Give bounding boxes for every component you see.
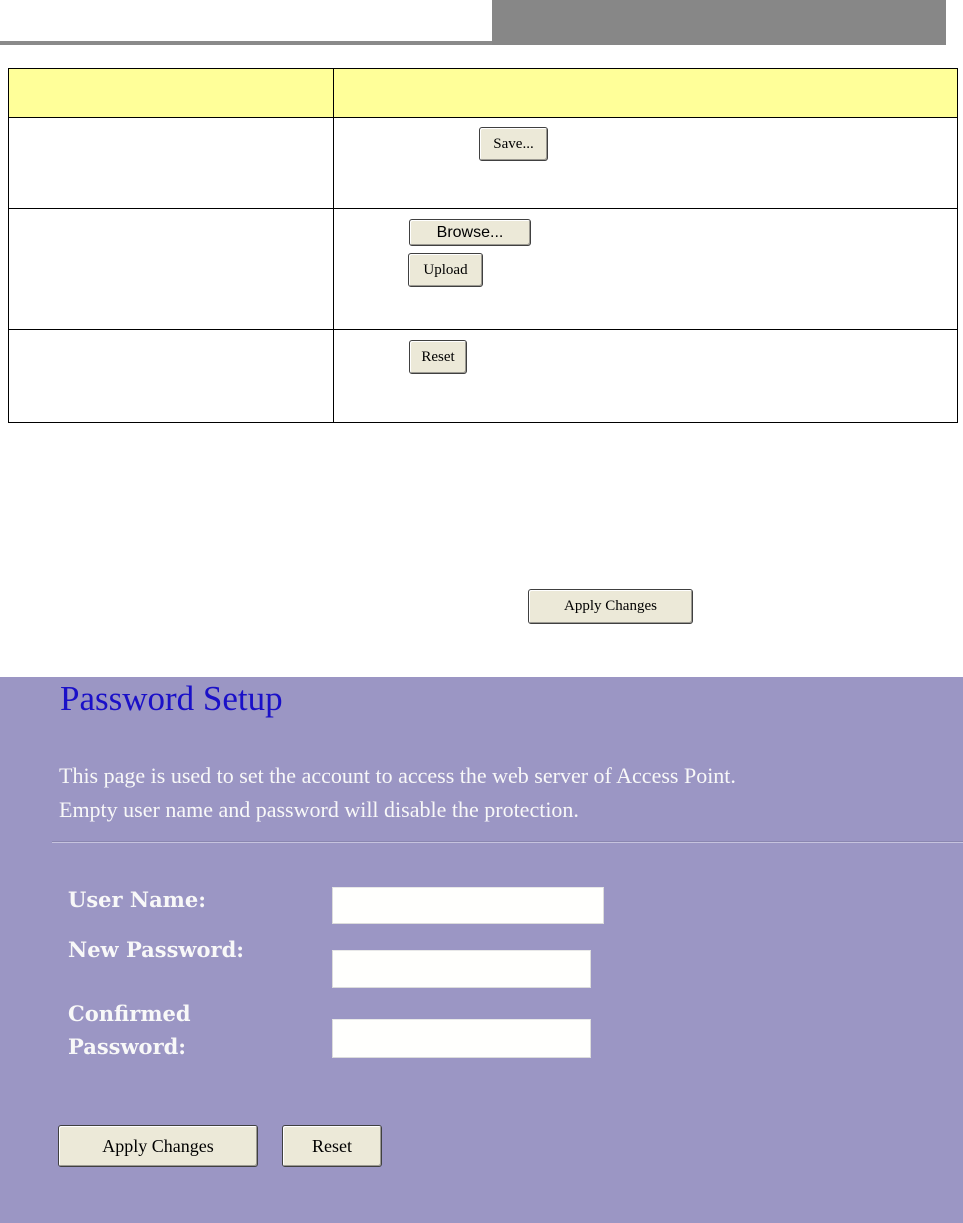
table-row xyxy=(9,118,958,209)
password-setup-panel xyxy=(0,677,963,1223)
reset-button[interactable]: Reset xyxy=(282,1125,382,1167)
table-cell-item xyxy=(9,118,334,209)
table-row xyxy=(9,330,958,423)
new-password-field[interactable] xyxy=(332,950,591,988)
table-cell-item xyxy=(9,330,334,423)
new-password-label: New Password: xyxy=(68,937,245,962)
confirmed-password-label: Confirmed Password: xyxy=(68,1001,191,1059)
reset-button[interactable]: Reset xyxy=(409,340,467,374)
table-cell-item xyxy=(9,209,334,330)
divider xyxy=(52,841,963,843)
table-cell-description xyxy=(334,330,958,423)
table-header-cell-item xyxy=(9,69,334,118)
browse-button[interactable]: Browse... xyxy=(409,219,531,246)
page-description xyxy=(59,759,736,827)
settings-table xyxy=(8,68,958,423)
page-title: Password Setup xyxy=(60,679,283,718)
description-line-1: This page is used to set the account to access the web server of Access Point. xyxy=(59,763,736,788)
header-bar xyxy=(492,0,946,45)
table-header-cell-description xyxy=(334,69,958,118)
header-rule xyxy=(0,41,492,45)
table-cell-description xyxy=(334,209,958,330)
table-row xyxy=(9,209,958,330)
apply-changes-button[interactable]: Apply Changes xyxy=(528,589,693,624)
upload-button[interactable]: Upload xyxy=(408,253,483,287)
table-cell-description xyxy=(334,118,958,209)
table-header-row xyxy=(9,69,958,118)
user-name-field[interactable] xyxy=(332,887,604,924)
save-button[interactable]: Save... xyxy=(479,127,548,161)
description-line-2: Empty user name and password will disable the protection. xyxy=(59,797,579,822)
apply-changes-button[interactable]: Apply Changes xyxy=(58,1125,258,1167)
confirmed-password-field[interactable] xyxy=(332,1019,591,1058)
user-name-label: User Name: xyxy=(68,887,207,912)
